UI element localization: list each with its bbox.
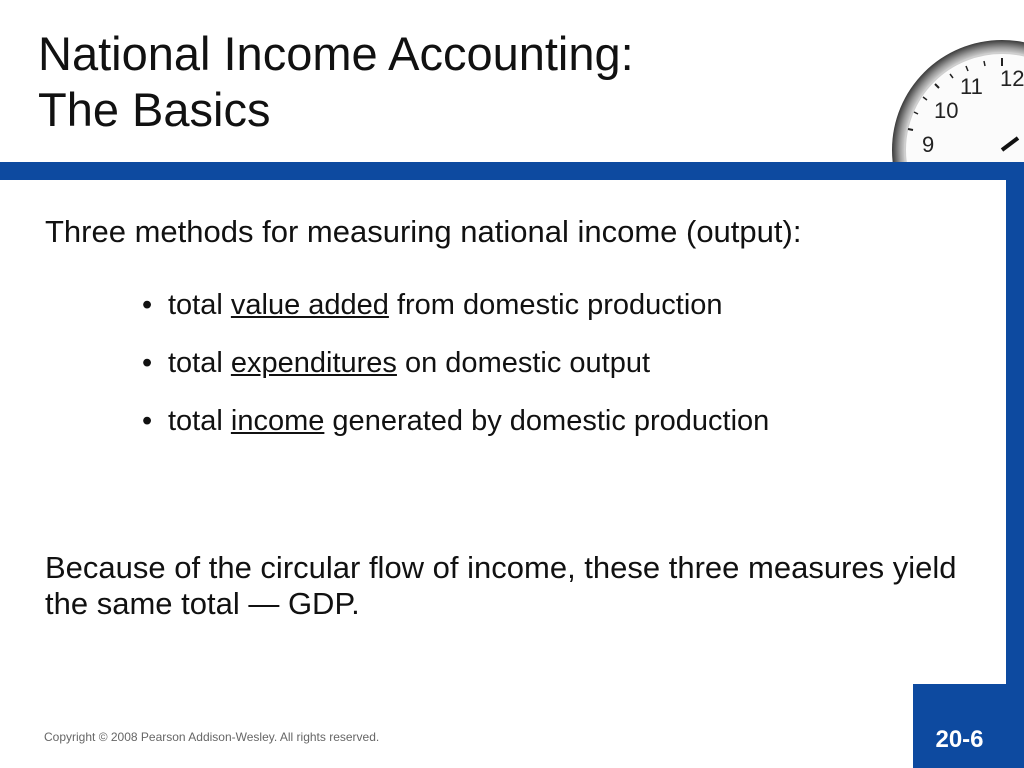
page-number: 20-6 xyxy=(935,726,984,753)
title-line-1: National Income Accounting: xyxy=(38,27,634,80)
clock-numeral-9: 9 xyxy=(922,132,935,157)
conclusion-text: Because of the circular flow of income, these three measures yield the same total — GDP. xyxy=(45,550,957,621)
right-edge-bar xyxy=(1006,180,1024,768)
title-line-2: The Basics xyxy=(38,83,271,136)
list-item xyxy=(142,402,769,440)
methods-list xyxy=(142,286,769,460)
bullet-suffix: from domestic production xyxy=(388,289,723,321)
bullet-icon: • xyxy=(142,405,153,437)
list-item xyxy=(142,344,769,382)
clock-numeral-11: 11 xyxy=(960,74,983,99)
header-divider-bar xyxy=(0,162,1024,180)
bullet-term: value added xyxy=(230,289,389,321)
clock-numeral-10: 10 xyxy=(934,98,959,123)
intro-text: Three methods for measuring national income (output): xyxy=(45,214,802,249)
bullet-term: income xyxy=(230,405,325,437)
bullet-prefix: total xyxy=(168,405,231,437)
list-item xyxy=(142,286,769,324)
clock-icon xyxy=(890,0,1024,162)
bullet-prefix: total xyxy=(168,289,231,321)
bullet-suffix: generated by domestic production xyxy=(324,405,770,437)
bullet-icon: • xyxy=(142,347,153,379)
bullet-icon: • xyxy=(142,289,153,321)
clock-numeral-12: 12 xyxy=(1000,66,1024,91)
slide-title xyxy=(38,26,634,138)
bullet-prefix: total xyxy=(168,347,231,379)
bullet-suffix: on domestic output xyxy=(396,347,651,379)
bullet-term: expenditures xyxy=(230,347,397,379)
copyright-notice: Copyright © 2008 Pearson Addison-Wesley. All rights reserved. xyxy=(44,730,380,744)
